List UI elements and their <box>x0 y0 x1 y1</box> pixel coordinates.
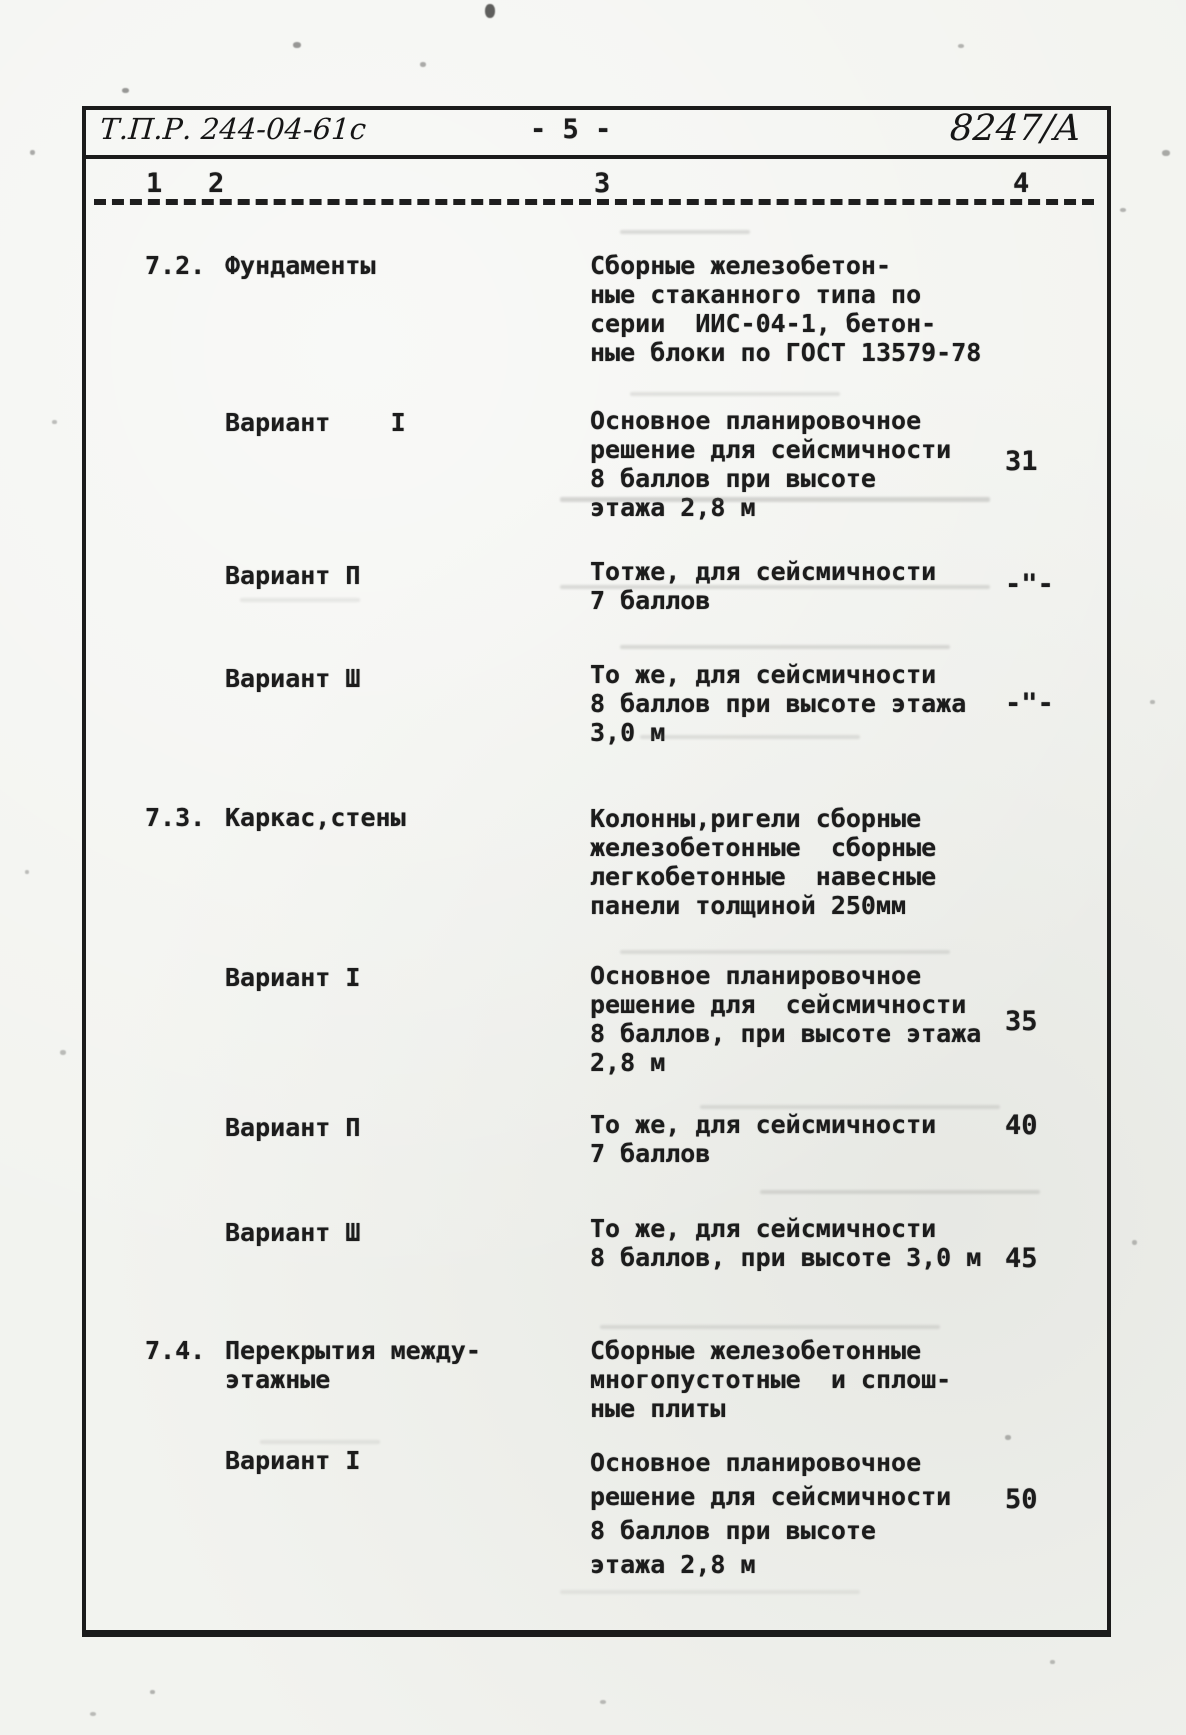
description-line: 3,0 м <box>590 718 666 747</box>
smudge <box>240 598 360 602</box>
smudge <box>560 1590 860 1594</box>
description-line: 7 баллов <box>590 586 711 615</box>
description-line: панели толщиной 250мм <box>590 891 907 920</box>
column-number-2: 2 <box>208 168 225 199</box>
description-line: Тотже, для сейсмичности <box>590 557 937 586</box>
description-line: ные плиты <box>590 1394 726 1423</box>
sheet-number-value: 35 <box>1005 1006 1038 1037</box>
stamp-number: 8247/А <box>948 108 1083 149</box>
sheet-number-value: 50 <box>1005 1484 1038 1515</box>
section-name-line: Вариант Ш <box>225 664 361 693</box>
description-line: ные блоки по ГОСТ 13579-78 <box>590 338 982 367</box>
column-number-3: 3 <box>594 168 611 199</box>
description-line: 2,8 м <box>590 1048 666 1077</box>
dashed-separator <box>94 199 1094 205</box>
smudge <box>700 1105 1000 1109</box>
speck <box>1162 150 1170 156</box>
header-divider-line <box>82 155 1111 159</box>
smudge <box>620 230 750 234</box>
speck <box>52 420 57 424</box>
description-line: Колонны,ригели сборные <box>590 804 922 833</box>
speck <box>60 1050 66 1055</box>
speck <box>293 42 301 48</box>
section-name-line: Вариант П <box>225 1113 361 1142</box>
section-name-line: Каркас,стены <box>225 803 406 832</box>
description-line: железобетонные сборные <box>590 833 937 862</box>
description-line: легкобетонные навесные <box>590 862 937 891</box>
sheet-number-value: 40 <box>1005 1110 1038 1141</box>
section-name-line: Вариант Ш <box>225 1218 361 1247</box>
section-name-line: этажные <box>225 1365 331 1394</box>
speck <box>1120 208 1126 212</box>
column-number-1: 1 <box>146 168 163 199</box>
description-line: этажа 2,8 м <box>590 493 756 522</box>
description-line: 8 баллов при высоте этажа <box>590 689 967 718</box>
section-name-line: Вариант I <box>225 1446 361 1475</box>
sheet-number-value: 31 <box>1005 446 1038 477</box>
sheet-number-value: -"- <box>1005 569 1054 600</box>
description-line: решение для сейсмичности <box>590 1482 952 1511</box>
speck <box>1005 1435 1011 1440</box>
section-number: 7.4. <box>145 1336 206 1365</box>
speck <box>485 4 495 18</box>
section-name-line: Вариант I <box>225 963 361 992</box>
description-line: 8 баллов при высоте <box>590 1516 876 1545</box>
section-name-line: Вариант I <box>225 408 406 437</box>
smudge <box>260 1440 380 1444</box>
description-line: Основное планировочное <box>590 1448 922 1477</box>
description-line: многопустотные и сплош- <box>590 1365 952 1394</box>
speck <box>30 150 35 155</box>
section-number: 7.2. <box>145 251 206 280</box>
description-line: этажа 2,8 м <box>590 1550 756 1579</box>
description-line: То же, для сейсмичности <box>590 660 937 689</box>
description-line: Основное планировочное <box>590 961 922 990</box>
speck <box>150 1690 155 1694</box>
smudge <box>600 1325 940 1329</box>
speck <box>600 1700 606 1704</box>
speck <box>1132 1240 1137 1245</box>
speck <box>1150 700 1155 704</box>
description-line: Сборные железобетон- <box>590 251 892 280</box>
speck <box>1050 1660 1055 1664</box>
description-line: решение для сейсмичности <box>590 990 967 1019</box>
smudge <box>620 645 950 649</box>
smudge <box>560 497 990 502</box>
description-line: Сборные железобетонные <box>590 1336 922 1365</box>
smudge <box>760 1190 1040 1194</box>
description-line: решение для сейсмичности <box>590 435 952 464</box>
description-line: серии ИИС-04-1, бетон- <box>590 309 937 338</box>
document-code: Т.П.Р. 244-04-61с <box>98 112 368 146</box>
description-line: 8 баллов, при высоте 3,0 м <box>590 1243 982 1272</box>
smudge <box>620 950 950 954</box>
description-line: 8 баллов при высоте <box>590 464 876 493</box>
speck <box>122 88 129 93</box>
description-line: 7 баллов <box>590 1139 711 1168</box>
section-name-line: Перекрытия между- <box>225 1336 481 1365</box>
smudge <box>560 585 990 589</box>
smudge <box>640 735 860 739</box>
sheet-number-value: -"- <box>1005 688 1054 719</box>
sheet-number-value: 45 <box>1005 1243 1038 1274</box>
section-name-line: Фундаменты <box>225 251 376 280</box>
section-name-line: Вариант П <box>225 561 361 590</box>
column-number-4: 4 <box>1013 168 1030 199</box>
speck <box>90 1712 96 1716</box>
description-line: То же, для сейсмичности <box>590 1110 937 1139</box>
smudge <box>630 392 840 396</box>
page-number: - 5 - <box>530 114 612 145</box>
speck <box>25 870 29 874</box>
section-number: 7.3. <box>145 803 206 832</box>
speck <box>420 62 426 67</box>
description-line: Основное планировочное <box>590 406 922 435</box>
description-line: 8 баллов, при высоте этажа <box>590 1019 982 1048</box>
speck <box>958 44 964 48</box>
description-line: То же, для сейсмичности <box>590 1214 937 1243</box>
description-line: ные стаканного типа по <box>590 280 922 309</box>
